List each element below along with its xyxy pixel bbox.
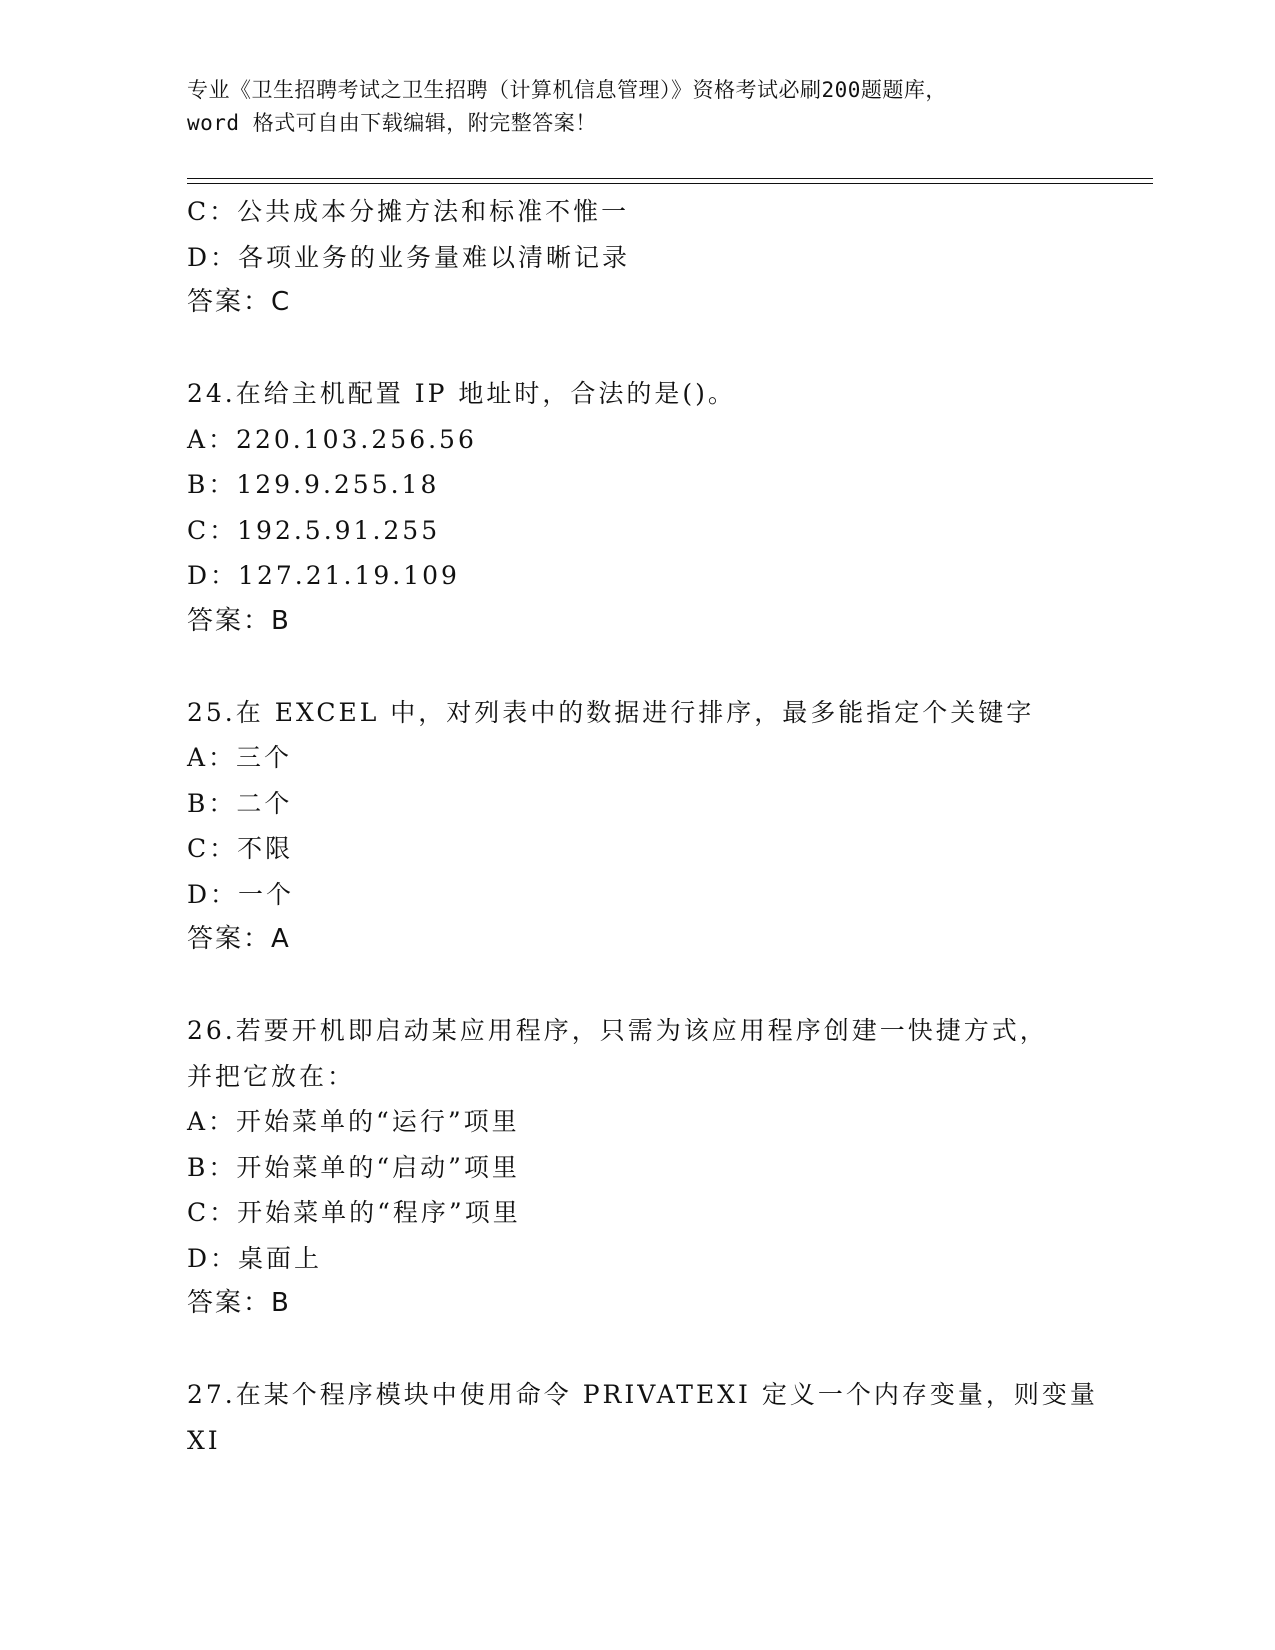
answer-line: 答案：B [187,605,291,636]
option-b: B：129.9.255.18 [187,470,440,499]
question-list [187,189,1098,1463]
option-a: A：开始菜单的“运行”项里 [187,1107,520,1136]
header-line-1: 专业《卫生招聘考试之卫生招聘（计算机信息管理）》资格考试必刷200题题库， [187,78,947,102]
option-c: C：开始菜单的“程序”项里 [187,1198,521,1227]
spacer [187,644,1087,690]
option-c: C：公共成本分摊方法和标准不惟一 [187,197,630,226]
spacer [187,963,1087,1009]
document-header [187,74,1107,140]
header-divider-bottom [187,183,1153,184]
header-divider-top [187,178,1153,179]
question-text-continued: 并把它放在： [187,1061,356,1091]
option-a: A：三个 [187,743,293,772]
question-text: 25.在 EXCEL 中，对列表中的数据进行排序，最多能指定个关键字 [187,697,1035,727]
question-text: 24.在给主机配置 IP 地址时，合法的是()。 [187,379,736,408]
question-block-carryover [187,189,1087,326]
option-c: C：192.5.91.255 [187,515,441,545]
question-block-24 [187,371,1087,644]
spacer [187,326,1087,372]
option-d: D：各项业务的业务量难以清晰记录 [187,242,631,272]
option-d: D：桌面上 [187,1243,323,1273]
option-d: D：127.21.19.109 [187,561,460,590]
question-block-27 [187,1372,1098,1463]
option-c: C：不限 [187,834,294,863]
header-line-2: word 格式可自由下载编辑，附完整答案！ [187,111,597,135]
question-block-26 [187,1008,1087,1327]
answer-line: 答案：B [187,1288,291,1318]
option-a: A：220.103.256.56 [187,424,477,454]
answer-line: 答案：A [187,924,291,954]
option-b: B：开始菜单的“启动”项里 [187,1152,520,1182]
option-d: D：一个 [187,879,295,909]
question-block-25 [187,690,1087,963]
question-text: 26.若要开机即启动某应用程序，只需为该应用程序创建一快捷方式， [187,1016,1048,1045]
option-b: B：二个 [187,788,293,818]
question-text-continued: XI [187,1425,221,1455]
spacer [187,1327,1087,1373]
answer-line: 答案：C [187,287,292,317]
question-text: 27.在某个程序模块中使用命令 PRIVATEXI 定义一个内存变量，则变量 [187,1380,1098,1409]
